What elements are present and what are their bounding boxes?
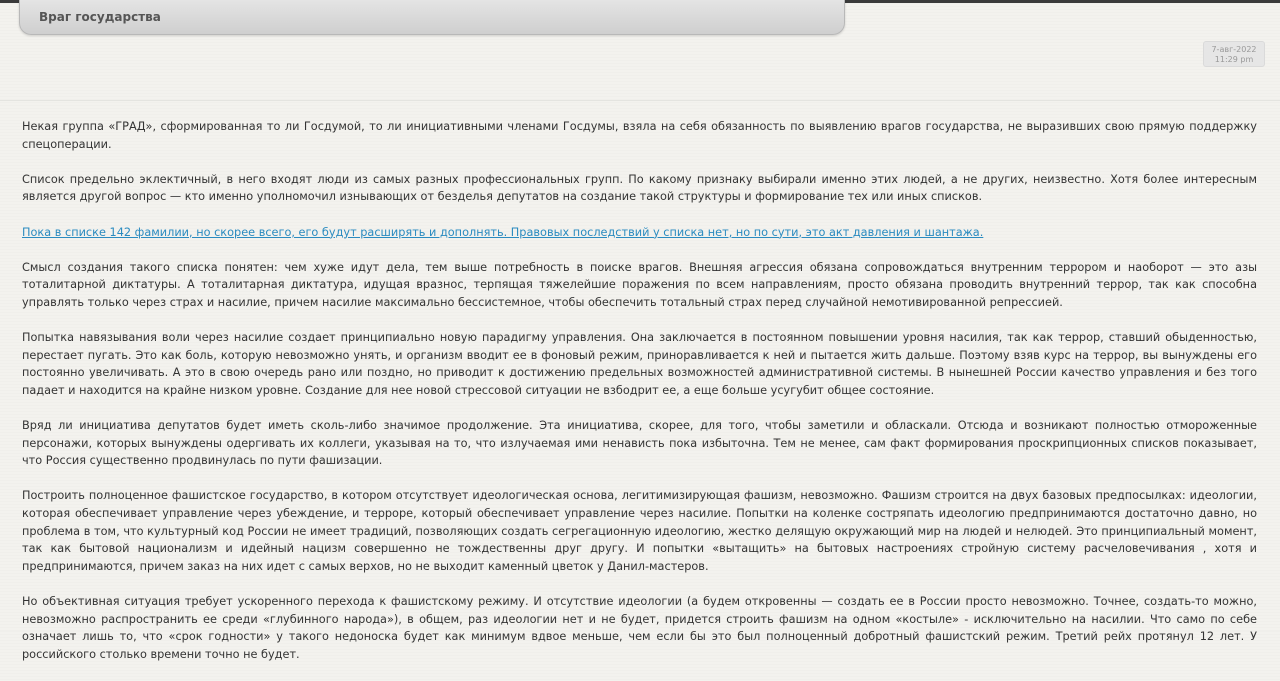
post-title: Враг государства — [39, 10, 161, 24]
paragraph: Но объективная ситуация требует ускоренного перехода к фашистскому режиму. И отсутствие идеологии (а будем откровенны — создать ее в России просто невозможно. Точнее, создать-то можно, невозможно распространить ее среди «глубинного народа»), в общем, раз идеологии нет и не будет, придется строить фашизм на одном «костыле» - исключительно на насилии. Что само по себе означает лишь то, что «срок годности» у такого недоноска будет как минимум вдвое меньше, чем если бы это был полноценный добротный фашистский режим. Третий рейх протянул 12 лет. У российского столько времени точно не будет. — [22, 595, 1257, 661]
paragraph: Построить полноценное фашистское государство, в котором отсутствует идеологическая основа, легитимизирующая фашизм, невозможно. Фашизм строится на двух базовых предпосылках: идеологии, которая обеспечивает управление через убеждение, и терроре, который обеспечивает управление через насилие. Попытки на коленке состряпать идеологию предпринимаются достаточно давно, но проблема в том, что культурный код России не имеет традиций, позволяющих создать сегрегационную идеологию, жестко делящую окружающий мир на людей и нелюдей. Это принципиальный момент, так как бытовой национализм и идейный нацизм совершенно не тождественны друг другу. И попытки «вытащить» на бытовых настроениях стройную систему расчеловечивания , хотя и предпринимаются, причем заказ на них идет с самых верхов, но не выходит каменный цветок у Данил-мастеров. — [22, 489, 1257, 573]
post-date-badge — [1203, 41, 1265, 67]
post-title-tab — [19, 0, 845, 35]
paragraph: Список предельно эклектичный, в него входят люди из самых разных профессиональных групп. По какому признаку выбирали именно этих людей, а не других, неизвестно. Хотя более интересным является другой вопрос — кто именно уполномочил изнывающих от безделья депутатов на создание такой структуры и формирование тех или иных списков. — [22, 172, 1257, 204]
header-separator — [0, 100, 1280, 101]
paragraph: Попытка навязывания воли через насилие создает принципиально новую парадигму управления. Она заключается в постоянном повышении уровня насилия, так как террор, ставший обыденностью, перестает пугать. Это как боль, которую невозможно унять, и организм вводит ее в фоновый режим, приноравливается к ней и пытается жить дальше. Поэтому взяв курс на террор, вы вынуждены его постоянно увеличивать. А это в свою очередь рано или поздно, но приводит к достижению предельных возможностей административной системы. В нынешней России качество управления и без того падает и находится на крайне низком уровне. Создание для нее новой стрессовой ситуации не взбодрит ее, а еще больше усугубит общее состояние. — [22, 331, 1257, 397]
post-time: 11:29 pm — [1214, 55, 1254, 64]
paragraph: Некая группа «ГРАД», сформированная то ли Госдумой, то ли инициативными членами Госдумы, взяла на себя обязанность по выявлению врагов государства, не выразивших свою прямую поддержку спецоперации. — [22, 120, 1257, 151]
article-link[interactable]: Пока в списке 142 фамилии, но скорее всего, его будут расширять и дополнять. Правовых последствий у списка нет, но по сути, это акт давления и шантажа. — [22, 225, 984, 239]
post-body — [22, 118, 1257, 681]
post-date: 7-авг-2022 — [1211, 45, 1257, 54]
paragraph: Вряд ли инициатива депутатов будет иметь сколь-либо значимое продолжение. Эта инициатива, скорее, для того, чтобы заметили и обласкали. Отсюда и возникают полностью отмороженные персонажи, которых вынуждены одергивать их коллеги, указывая на то, что излучаемая ими ненависть пока избыточна. Тем не менее, сам факт формирования проскрипционных списков показывает, что Россия существенно продвинулась по пути фашизации. — [22, 419, 1257, 468]
link-paragraph — [22, 224, 1257, 242]
paragraph: Смысл создания такого списка понятен: чем хуже идут дела, тем выше потребность в поиске врагов. Внешняя агрессия обязана сопровождаться внутренним террором и наоборот — это азы тоталитарной диктатуры. А тоталитарная диктатура, идущая вразнос, терпящая тяжелейшие поражения по всем направлениям, просто обязана проводить внутренний террор, так как способна управлять только через страх и насилие, причем насилие максимально бессистемное, чтобы обеспечить тотальный страх перед случайной немотивированной репрессией. — [22, 260, 1257, 309]
